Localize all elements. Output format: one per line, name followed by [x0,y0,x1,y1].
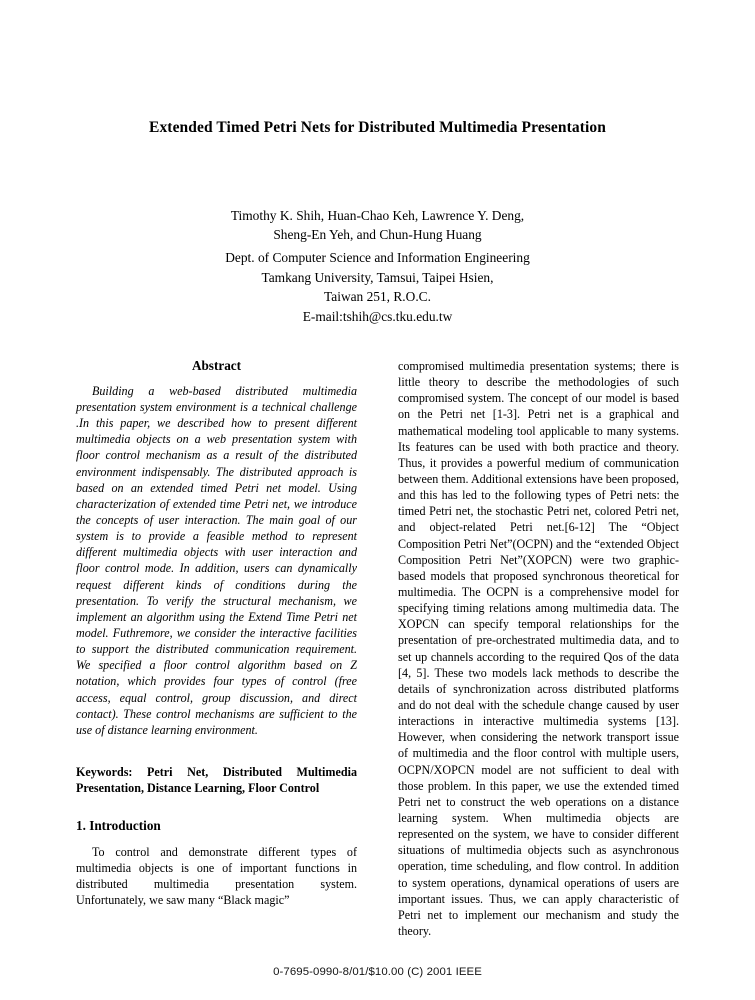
affiliation-email: E-mail:tshih@cs.tku.edu.tw [302,309,453,325]
spacer-before-keywords [76,738,357,764]
introduction-heading: 1. Introduction [76,818,161,834]
introduction-paragraph-left: To control and demonstrate different types of multimedia objects is one of important functions in distributed multimedia presentation system. Unfortunately, we saw many “Black magic” [76,845,357,908]
footer-copyright [0,966,755,978]
body-columns [76,358,679,938]
introduction-paragraph-right: compromised multimedia presentation systems; there is little theory to describe the methodologies of such compromised system. The concept of our model is based on the Petri net [1-3]. Petri net is a graphical and mathematical modeling tool applicable to many systems. Its features can be used with both practice and theory. Thus, it provides a powerful medium of communication between them. Additional extensions have been proposed, and this has led to the following types of Petri nets: the timed Petri net, the stochastic Petri net, colored Petri net, and object-related Petri net.[6-12] The “Object Composition Petri Net”(OCPN) and the “extended Object Composition Petri Net”(XOPCN) were two graphic-based models that proposed synchronous theoretical for multimedia. The OCPN is a comprehensive model for specifying timing relations among multimedia data. The XOPCN can specify temporal relationships for the presentation of pre-orchestrated multimedia data, and to set up channels according to the required Qos of the data [4, 5]. These two models lack methods to describe the details of synchronization across distributed platforms and do not deal with the schedule change caused by user interactions in interactive multimedia systems [13]. However, when considering the network transport issue of multimedia and the floor control with multiple users, OCPN/XOPCN model are not sufficient to deal with those problem. In this paper, we use the extended timed Petri net to construct the web operations on a distance learning system. When multimedia objects are represented on the system, we have to consider different situations of multimedia objects such as asynchronous operation, time scheduling, and flow control. In addition to system operations, dynamical operations of users are important issues. Thus, we can apply characteristic of Petri net to implement our mechanism and study the theory. [398,359,679,938]
page-title: Extended Timed Petri Nets for Distributed Multimedia Presentation [149,119,606,136]
affiliation-university: Tamkang University, Tamsui, Taipei Hsien, [261,269,494,285]
abstract-text: Building a web-based distributed multimedia presentation system environment is a technical challenge .In this paper, we described how to present different multimedia objects on a web presentation system with floor control mechanism as a result of the distributed environment indispensably. The distributed approach is based on an extended timed Petri net model. Using characterization of extended time Petri net, we introduce the concepts of user interaction. The main goal of our system is to provide a feasible method to represent different multimedia objects with user interaction and floor control mode. In addition, users can dynamically request different kinds of conditions during the presentation. To verify the structural mechanism, we implement an algorithm using the Extend Time Petri net model. Futhremore, we consider the interactive facilities to support the distributed communication requirement. We specified a floor control algorithm based on Z notation, which provides four types of control (free access, equal control, group discussion, and direct contact). These control mechanisms are sufficient to the use of distance learning environment. [76,383,357,737]
keywords-text: Keywords: Petri Net, Distributed Multimedia Presentation, Distance Learning, Floor Control [76,764,357,796]
affiliation-country: Taiwan 251, R.O.C. [324,289,431,305]
spacer-before-introduction [76,796,357,818]
author-list [76,206,679,245]
affiliation-department: Dept. of Computer Science and Information Engineering [225,250,530,265]
copyright-text: 0-7695-0990-8/01/$10.00 (C) 2001 IEEE [273,966,482,978]
abstract-heading: Abstract [191,358,242,373]
paper-masthead [76,118,679,137]
affiliation-block [76,248,679,327]
author-line-1: Timothy K. Shih, Huan-Chao Keh, Lawrence Y. Deng, [230,208,525,223]
column-left [76,358,357,909]
column-right [398,358,679,939]
author-line-2: Sheng-En Yeh, and Chun-Hung Huang [273,227,482,243]
